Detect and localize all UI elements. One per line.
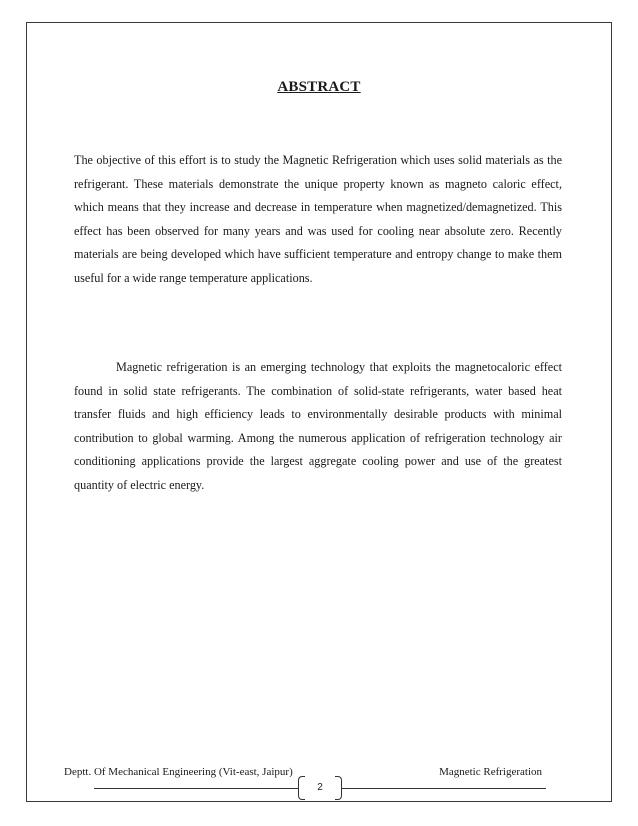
footer-department: Deptt. Of Mechanical Engineering (Vit-east, Jaipur) xyxy=(64,766,293,778)
footer-divider-left xyxy=(94,788,298,789)
footer-project-title: Magnetic Refrigeration xyxy=(439,766,542,778)
abstract-paragraph-1: The objective of this effort is to study the Magnetic Refrigeration which uses solid materials as the refrigerant. These materials demonstrate the unique property known as magneto caloric effect, which means that they increase and decrease in temperature when magnetized/demagnetized. This effect has been observed for many years and was used for cooling near absolute zero. Recently materials are being developed which have sufficient temperature and entropy change to make them useful for a wide range temperature applications. xyxy=(74,153,562,285)
page-title: ABSTRACT xyxy=(277,79,361,95)
abstract-paragraph-2: Magnetic refrigeration is an emerging technology that exploits the magnetocaloric effect found in solid state refrigerants. The combination of solid-state refrigerants, water based heat transfer fluids and high efficiency leads to environmentally desirable products with minimal contribution to global warming. Among the numerous application of refrigeration technology air conditioning applications provide the largest aggregate cooling power and use of the greatest quantity of electric energy. xyxy=(74,360,562,492)
footer-divider-right xyxy=(342,788,546,789)
page-number-frame xyxy=(298,776,342,800)
page-number: 2 xyxy=(317,782,323,793)
